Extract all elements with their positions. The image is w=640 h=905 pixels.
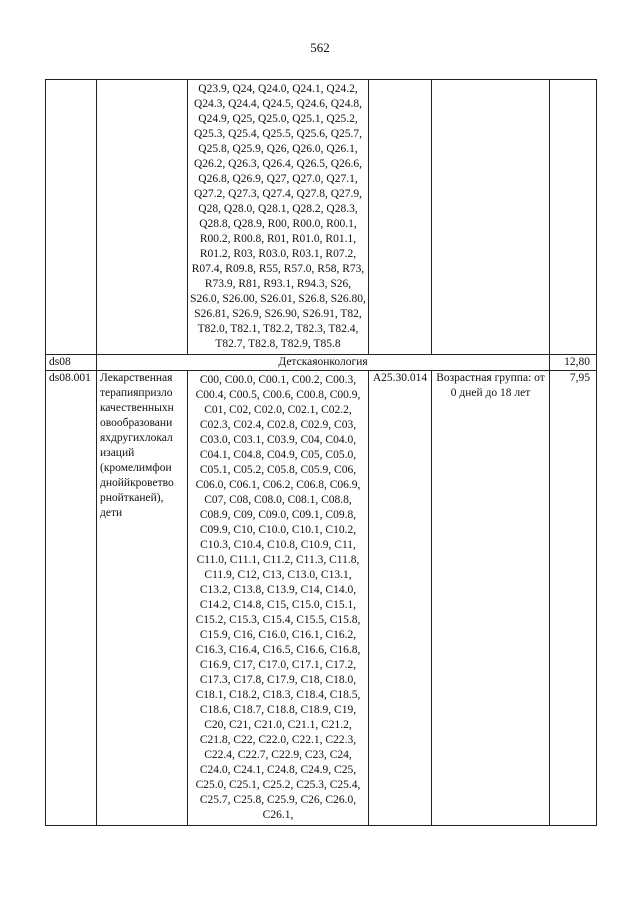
- cell-coefficient: [550, 80, 597, 355]
- item-coefficient: 7,95: [550, 371, 597, 826]
- group-title: Детскаяонкология: [97, 355, 550, 371]
- item-criteria: Возрастная группа: от 0 дней до 18 лет: [432, 371, 550, 826]
- item-name: Лекарственная терапияпризло качественныхн овообразовани яхдругихлокал изаций (кромелимфои дноййкроветво рнойтканей), дети: [97, 371, 188, 826]
- cell-service: [369, 80, 432, 355]
- item-service-code: A25.30.014: [369, 371, 432, 826]
- page-number: 562: [310, 40, 330, 55]
- item-code: ds08.001: [46, 371, 97, 826]
- item-diagnosis-codes: C00, C00.0, C00.1, C00.2, C00.3, C00.4, C00.5, C00.6, C00.8, C00.9, C01, C02, C02.0, C02.1, C02.2, C02.3, C02.4, C02.8, C02.9, C03, C03.0, C03.1, C03.9, C04, C04.0, C04.1, C04.8, C04.9, C05, C05.0, C05.1, C05.2, C05.8, C05.9, C06, C06.0, C06.1, C06.2, C06.8, C06.9, C07, C08, C08.0, C08.1, C08.8, C08.9, C09, C09.0, C09.1, C09.8, C09.9, C10, C10.0, C10.1, C10.2, C10.3, C10.4, C10.8, C10.9, C11, C11.0, C11.1, C11.2, C11.3, C11.8, C11.9, C12, C13, C13.0, C13.1, C13.2, C13.8, C13.9, C14, C14.0, C14.2, C14.8, C15, C15.0, C15.1, C15.2, C15.3, C15.4, C15.5, C15.8, C15.9, C16, C16.0, C16.1, C16.2, C16.3, C16.4, C16.5, C16.6, C16.8, C16.9, C17, C17.0, C17.1, C17.2, C17.3, C17.8, C17.9, C18, C18.0, C18.1, C18.2, C18.3, C18.4, C18.5, C18.6, C18.7, C18.8, C18.9, C19, C20, C21, C21.0, C21.1, C21.2, C21.8, C22, C22.0, C22.1, C22.3, C22.4, C22.7, C22.9, C23, C24, C24.0, C24.1, C24.8, C24.9, C25, C25.0, C25.1, C25.2, C25.3, C25.4, C25.7, C25.8, C25.9, C26, C26.0, C26.1,: [188, 371, 369, 826]
- group-coefficient: 12,80: [550, 355, 597, 371]
- group-code: ds08: [46, 355, 97, 371]
- cell-code: [46, 80, 97, 355]
- cell-name: [97, 80, 188, 355]
- table-row-item: [46, 371, 597, 826]
- cell-diagnosis-codes: Q23.9, Q24, Q24.0, Q24.1, Q24.2, Q24.3, Q24.4, Q24.5, Q24.6, Q24.8, Q24.9, Q25, Q25.0, Q25.1, Q25.2, Q25.3, Q25.4, Q25.5, Q25.6, Q25.7, Q25.8, Q25.9, Q26, Q26.0, Q26.1, Q26.2, Q26.3, Q26.4, Q26.5, Q26.6, Q26.8, Q26.9, Q27, Q27.0, Q27.1, Q27.2, Q27.3, Q27.4, Q27.8, Q27.9, Q28, Q28.0, Q28.1, Q28.2, Q28.3, Q28.8, Q28.9, R00, R00.0, R00.1, R00.2, R00.8, R01, R01.0, R01.1, R01.2, R03, R03.0, R03.1, R07.2, R07.4, R09.8, R55, R57.0, R58, R73, R73.9, R81, R93.1, R94.3, S26, S26.0, S26.00, S26.01, S26.8, S26.80, S26.81, S26.9, S26.90, S26.91, T82, T82.0, T82.1, T82.2, T82.3, T82.4, T82.7, T82.8, T82.9, T85.8: [188, 80, 369, 355]
- tariff-table: [45, 79, 597, 826]
- table-row-group: [46, 355, 597, 371]
- table-row-continuation: [46, 80, 597, 355]
- cell-criteria: [432, 80, 550, 355]
